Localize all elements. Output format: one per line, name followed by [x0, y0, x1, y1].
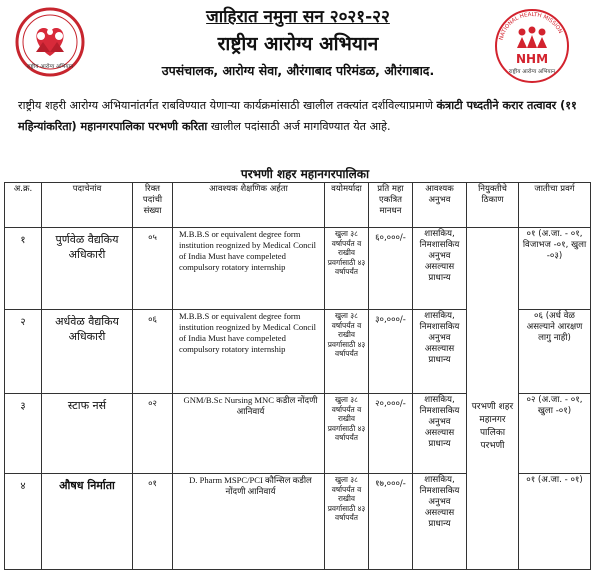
post-name: स्टाफ नर्स [42, 394, 133, 474]
age-limit: खुला ३८ वर्षापर्यंत व राखीव प्रवर्गासाठी ४३ वर्षापर्यंत [325, 228, 369, 310]
monthly-salary: १७,०००/- [369, 474, 413, 570]
vacancy-count: ०२ [133, 394, 173, 474]
logo-arc-text: NATIONAL HEALTH MISSION [498, 11, 564, 41]
post-name: अर्धवेळ वैद्यकिय अधिकारी [42, 310, 133, 394]
category: ०१ (अ.जा. - ०१) [519, 474, 591, 570]
vacancy-count: ०६ [133, 310, 173, 394]
intro-text-emphasis: कंत्राटी पध्दतीने करार तत्वावर (११ महिन्यांकरिता) महानगरपालिका परभणी करिता [18, 99, 577, 133]
table-header-row [5, 183, 591, 228]
category: ०२ (अ.जा. - ०१, खुला -०१) [519, 394, 591, 474]
serial-number: १ [5, 228, 42, 310]
post-name: औषध निर्माता [42, 474, 133, 570]
post-name: पुर्णवेळ वैद्यकिय अधिकारी [42, 228, 133, 310]
monthly-salary: २०,०००/- [369, 394, 413, 474]
intro-paragraph [18, 95, 584, 137]
experience: शासकिय, निमशासकिय अनुभव असल्यास प्राधान्य [413, 394, 467, 474]
age-limit: खुला ३८ वर्षापर्यंत व राखीव प्रवर्गासाठी ४३ वर्षापर्यंत [325, 394, 369, 474]
qualification: M.B.B.S or equivalent degree form institution reognized by Medical Concil of India Must have compeleted compulsory rotatory internship [173, 310, 325, 394]
header-cell: आवश्यक अनुभव [413, 183, 467, 228]
qualification: GNM/B.Sc Nursing MNC कडील नोंदणी आनिवार्य [173, 394, 325, 474]
table-row [5, 228, 591, 310]
nhm-caption: राष्ट्रीय आरोग्य अभियान [508, 69, 556, 75]
qualification: M.B.B.S or equivalent degree form institution reognized by Medical Concil of India Must have compeleted compulsory rotatory internship [173, 228, 325, 310]
experience: शासकिय, निमशासकिय अनुभव असल्यास प्राधान्य [413, 310, 467, 394]
age-limit: खुला ३८ वर्षापर्यंत व राखीव प्रवर्गासाठी ४३ वर्षापर्यंत [325, 474, 369, 570]
mission-name: राष्ट्रीय आरोग्य अभियान [217, 33, 379, 55]
office-line: उपसंचालक, आरोग्य सेवा, औरंगाबाद परिमंडळ, औरंगाबाद. [161, 63, 435, 78]
header-cell: अ.क्र. [5, 183, 42, 228]
category: ०१ (अ.जा. - ०१, विजाभज -०१, खुला -०३) [519, 228, 591, 310]
header-cell: रिक्त पदांची संख्या [133, 183, 173, 228]
nhm-logo [484, 8, 580, 86]
experience: शासकिय, निमशासकिय अनुभव असल्यास प्राधान्य [413, 228, 467, 310]
intro-text-1: राष्ट्रीय शहरी आरोग्य अभियानांतर्गत राबविण्यात येणाऱ्या कार्यक्रमांसाठी खालील तक्त्यांत दर्शविल्याप्रमाणे [18, 99, 437, 112]
vacancy-count: ०५ [133, 228, 173, 310]
header-cell: वयोमर्यादा [325, 183, 369, 228]
monthly-salary: ६०,०००/- [369, 228, 413, 310]
header-cell: आवश्यक शैक्षणिक अर्हता [173, 183, 325, 228]
header-cell: नियुक्तीचे ठिकाण [467, 183, 519, 228]
header-cell: प्रति महा एकत्रित मानधन [369, 183, 413, 228]
category: ०६ (अर्ध वेळ असल्याने आरक्षण लागु नाही) [519, 310, 591, 394]
posting-place-text: परभणी शहर महानगर पालिका परभणी [471, 401, 514, 451]
serial-number: ३ [5, 394, 42, 474]
serial-number: ४ [5, 474, 42, 570]
table-title: परभणी शहर महानगरपालिका [240, 167, 370, 181]
vacancy-count: ०१ [133, 474, 173, 570]
nhm-text: NHM [515, 52, 549, 66]
posting-place [467, 228, 519, 570]
serial-number: २ [5, 310, 42, 394]
logo-caption: राष्ट्रीय आरोग्य अभियान [26, 64, 74, 70]
qualification: D. Pharm MSPC/PCI कौन्सिल कडील नोंदणी आनिवार्य [173, 474, 325, 570]
nrhm-logo [14, 6, 86, 78]
experience: शासकिय, निमशासकिय अनुभव असल्यास प्राधान्य [413, 474, 467, 570]
monthly-salary: ३०,०००/- [369, 310, 413, 394]
posts-table [4, 182, 591, 570]
advertisement-title: जाहिरात नमुना सन २०२१-२२ [206, 7, 390, 27]
intro-text-2: खालील पदांसाठी अर्ज मागविण्यात येत आहे. [207, 120, 391, 133]
age-limit: खुला ३८ वर्षापर्यंत व राखीव प्रवर्गासाठी ४३ वर्षापर्यंत [325, 310, 369, 394]
header-cell: पदाचेनांव [42, 183, 133, 228]
header-cell: जातीचा प्रवर्ग [519, 183, 591, 228]
header [0, 0, 596, 90]
